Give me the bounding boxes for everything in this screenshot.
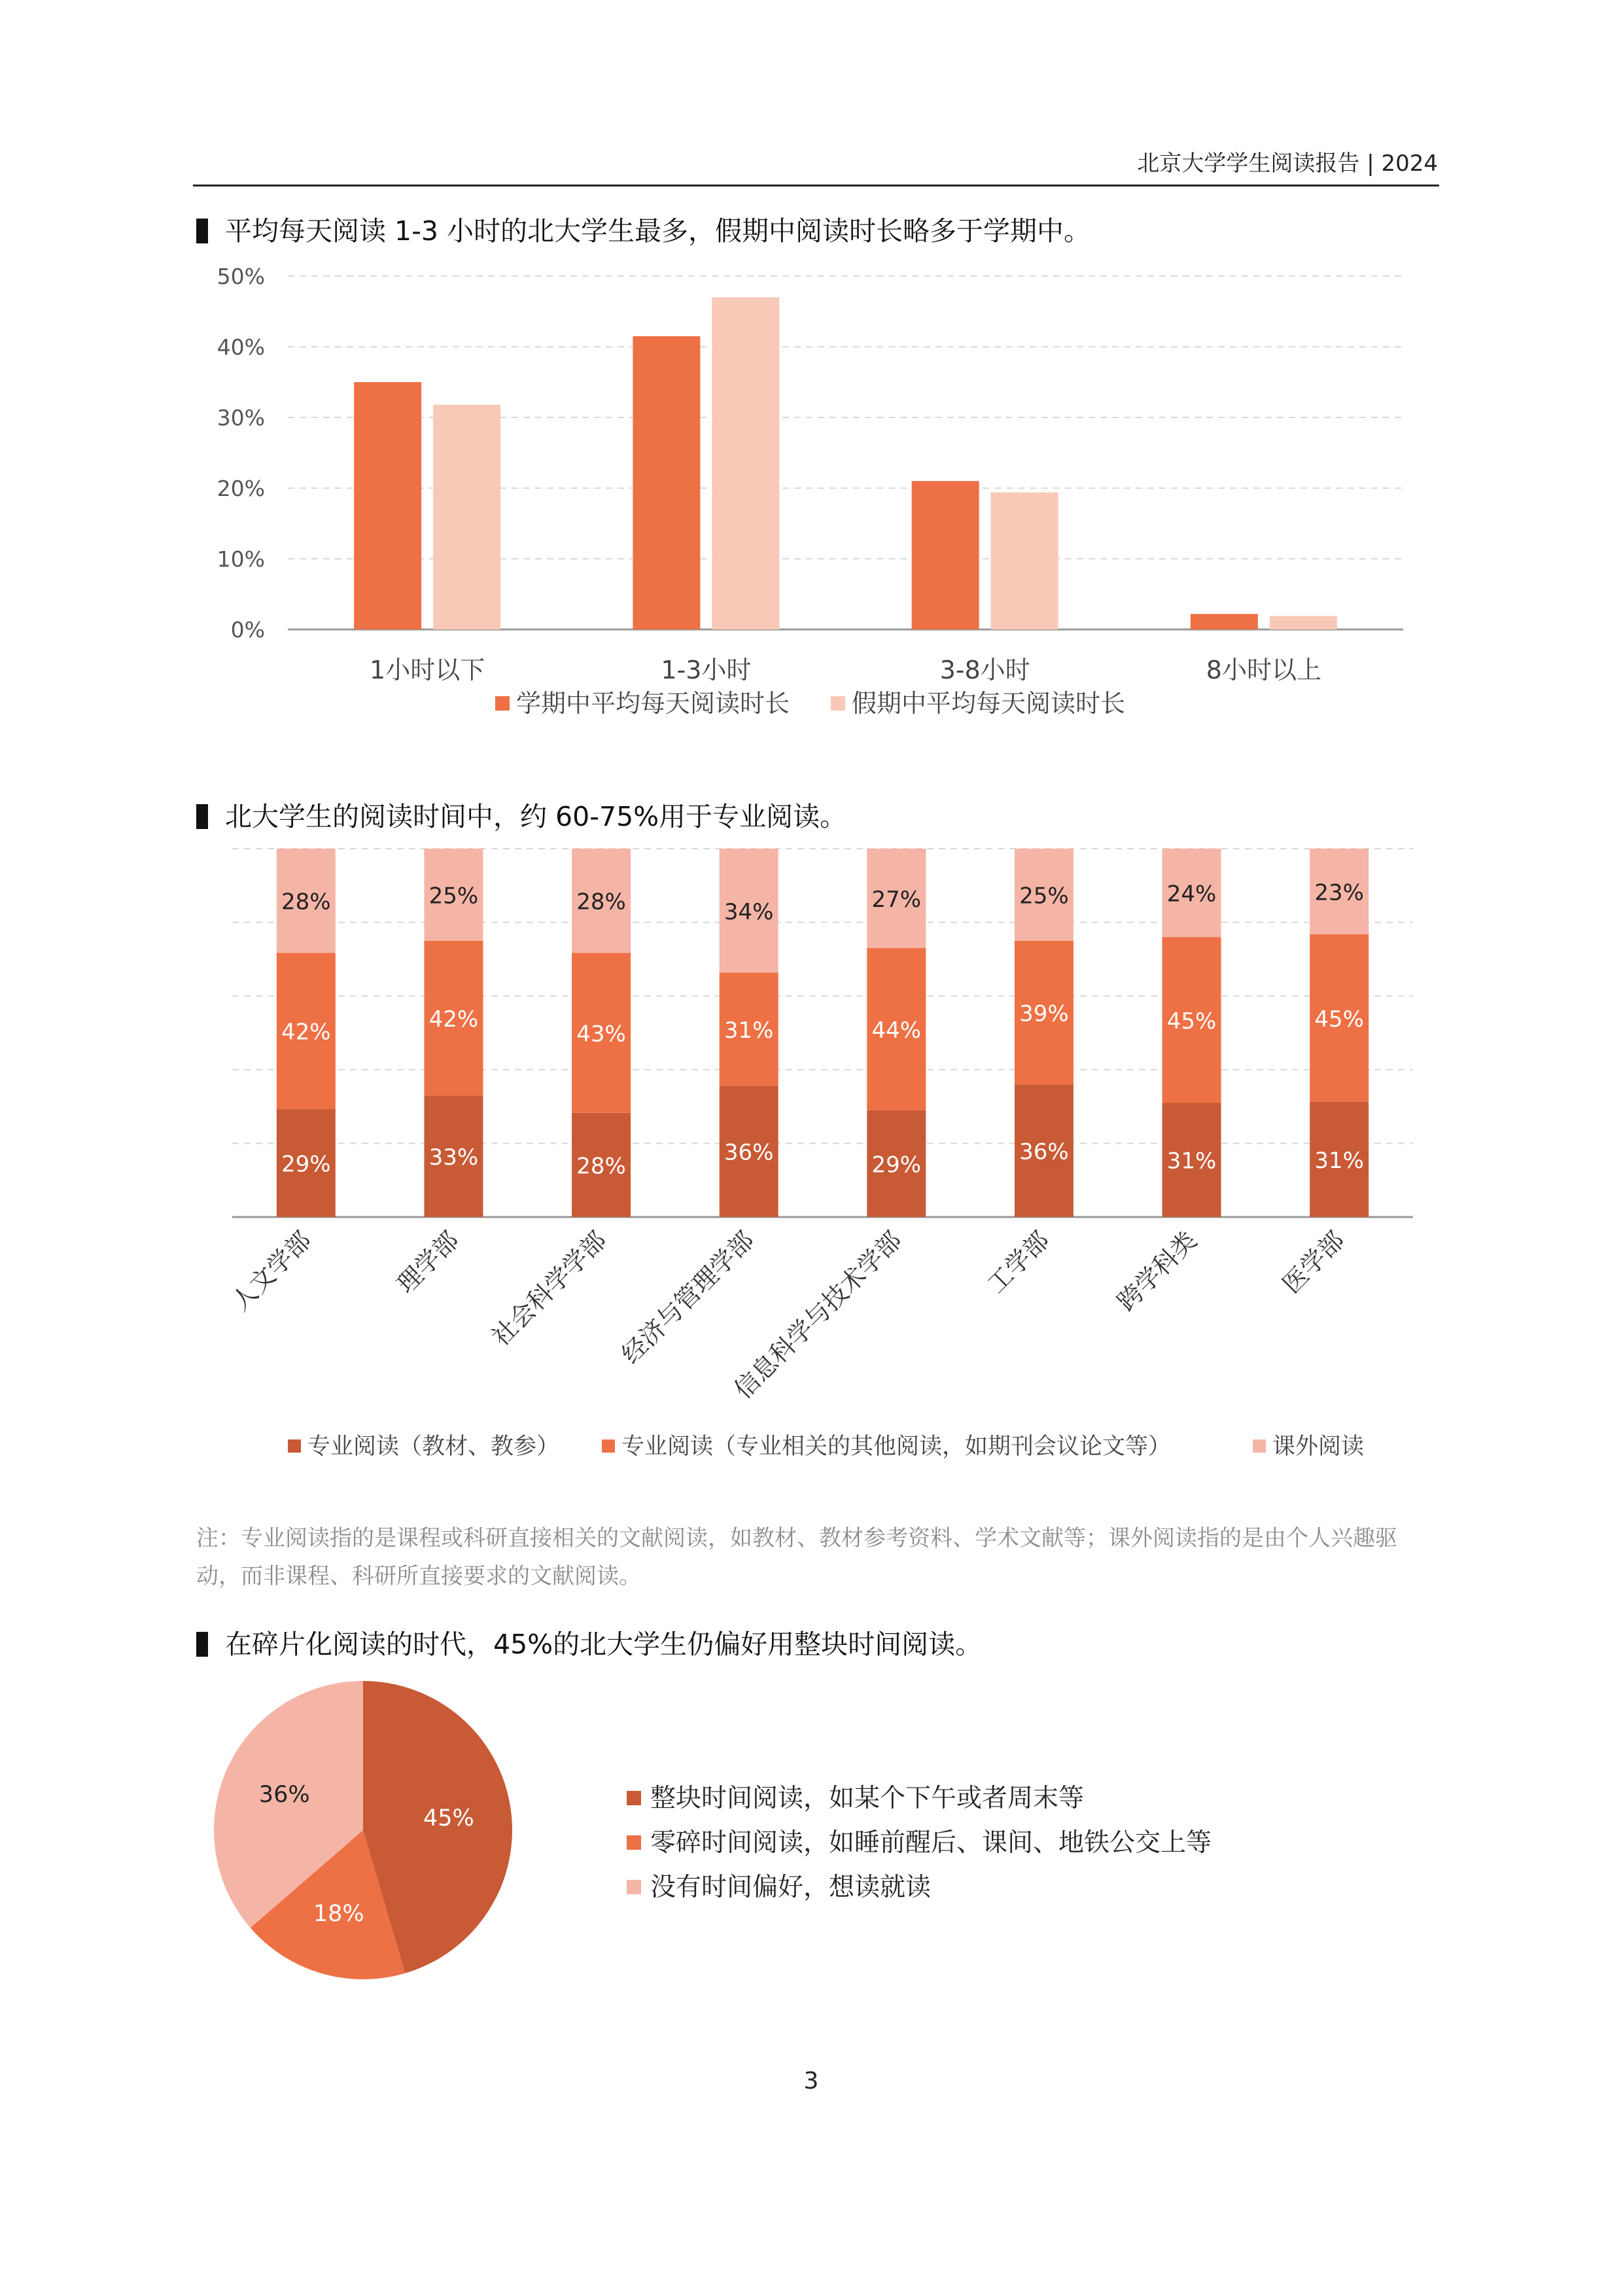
legend-label: 专业阅读（教材、教参） [307,1434,560,1460]
bar-term [633,336,700,629]
data-label: 45% [1166,1008,1217,1034]
y-tick-label: 40% [217,334,265,360]
legend-label: 课外阅读 [1272,1434,1365,1460]
bar-holiday [712,297,779,629]
x-category-label: 8小时以上 [1206,656,1321,684]
data-label: 43% [576,1021,626,1048]
section-marker-icon [196,219,208,243]
data-label: 25% [428,883,479,910]
y-tick-label: 10% [217,546,265,572]
bar-holiday [991,492,1058,629]
x-category-label: 1小时以下 [370,656,485,684]
y-tick-label: 20% [217,476,265,501]
data-label: 31% [724,1017,774,1044]
legend-swatch-icon [831,696,845,711]
x-category-label: 经济与管理学部 [616,1226,760,1369]
pie-legend-item [627,1867,931,1903]
data-label: 45% [1314,1006,1364,1033]
legend-swatch-icon [627,1880,641,1894]
x-category-label: 医学部 [1276,1226,1350,1299]
bar-term [354,382,421,629]
data-label: 44% [871,1017,922,1044]
data-label: 34% [724,898,774,925]
pie-legend-label: 零碎时间阅读，如睡前醒后、课间、地铁公交上等 [650,1828,1212,1858]
pie-data-label: 18% [313,1900,364,1927]
data-label: 36% [724,1139,774,1166]
footnote: 注：专业阅读指的是课程或科研直接相关的文献阅读，如教材、教材参考资料、学术文献等；课外阅读指的是由个人兴趣驱动，而非课程、科研所直接要求的文献阅读。 [196,1525,1397,1589]
data-label: 25% [1019,883,1069,910]
section-1-title-text: 平均每天阅读 1-3 小时的北大学生最多，假期中阅读时长略多于学期中。 [225,215,1091,247]
section-marker-icon [196,804,208,829]
section-2-title-text: 北大学生的阅读时间中，约 60-75%用于专业阅读。 [225,801,847,832]
bar-holiday [1270,616,1337,629]
legend-swatch-icon [288,1439,301,1453]
reading-composition-stacked-chart [190,841,1439,1495]
data-label: 28% [576,1153,626,1180]
section-marker-icon [196,1632,208,1657]
page-number: 3 [803,2068,819,2094]
header-divider [193,185,1439,186]
legend-label: 假期中平均每天阅读时长 [852,689,1126,718]
pie-legend-label: 没有时间偏好，想读就读 [650,1873,932,1902]
section-2-title [196,795,846,834]
pie-legend-item [627,1822,1212,1859]
legend-label: 学期中平均每天阅读时长 [516,689,790,718]
data-label: 23% [1314,879,1364,906]
pie-data-label: 45% [423,1805,474,1832]
pie-legend-label: 整块时间阅读，如某个下午或者周末等 [650,1784,1085,1813]
data-label: 31% [1166,1148,1217,1174]
data-label: 42% [428,1006,479,1033]
bar-holiday [433,405,500,629]
x-category-label: 跨学科类 [1111,1226,1202,1316]
data-label: 27% [871,887,922,913]
data-label: 33% [428,1144,479,1171]
legend-label: 专业阅读（专业相关的其他阅读，如期刊会议论文等） [621,1434,1172,1460]
x-category-label: 理学部 [391,1226,464,1299]
legend-swatch-icon [1253,1439,1266,1453]
x-category-label: 3-8小时 [939,656,1030,684]
legend-swatch-icon [495,696,510,711]
data-label: 29% [281,1151,331,1178]
bar-term [912,481,979,629]
data-label: 36% [1019,1139,1069,1165]
time-preference-pie-chart [196,1675,550,2002]
data-label: 42% [281,1019,331,1046]
reading-hours-bar-chart [190,255,1439,739]
data-label: 24% [1166,881,1217,908]
legend-swatch-icon [627,1835,641,1850]
y-tick-label: 50% [217,264,265,289]
x-category-label: 1-3小时 [661,656,752,684]
data-label: 39% [1019,1000,1069,1027]
section-3-title-text: 在碎片化阅读的时代，45%的北大学生仍偏好用整块时间阅读。 [225,1629,983,1660]
data-label: 28% [576,889,626,915]
report-header-title: 北京大学学生阅读报告 | 2024 [1137,150,1438,177]
x-category-label: 工学部 [981,1226,1055,1299]
x-category-label: 信息科学与技术学部 [728,1226,907,1405]
x-category-label: 人文学部 [226,1226,317,1316]
section-3-title [196,1623,982,1661]
section-1-title [196,209,1091,248]
x-category-label: 社会科学学部 [486,1226,612,1352]
data-label: 29% [871,1152,922,1178]
data-label: 31% [1314,1147,1364,1174]
pie-data-label: 36% [258,1782,310,1809]
bar-term [1191,614,1258,629]
legend-swatch-icon [602,1439,615,1453]
y-tick-label: 0% [230,617,265,643]
pie-legend-item [627,1778,1084,1814]
legend-swatch-icon [627,1791,641,1805]
y-tick-label: 30% [217,405,265,431]
data-label: 28% [281,889,331,915]
